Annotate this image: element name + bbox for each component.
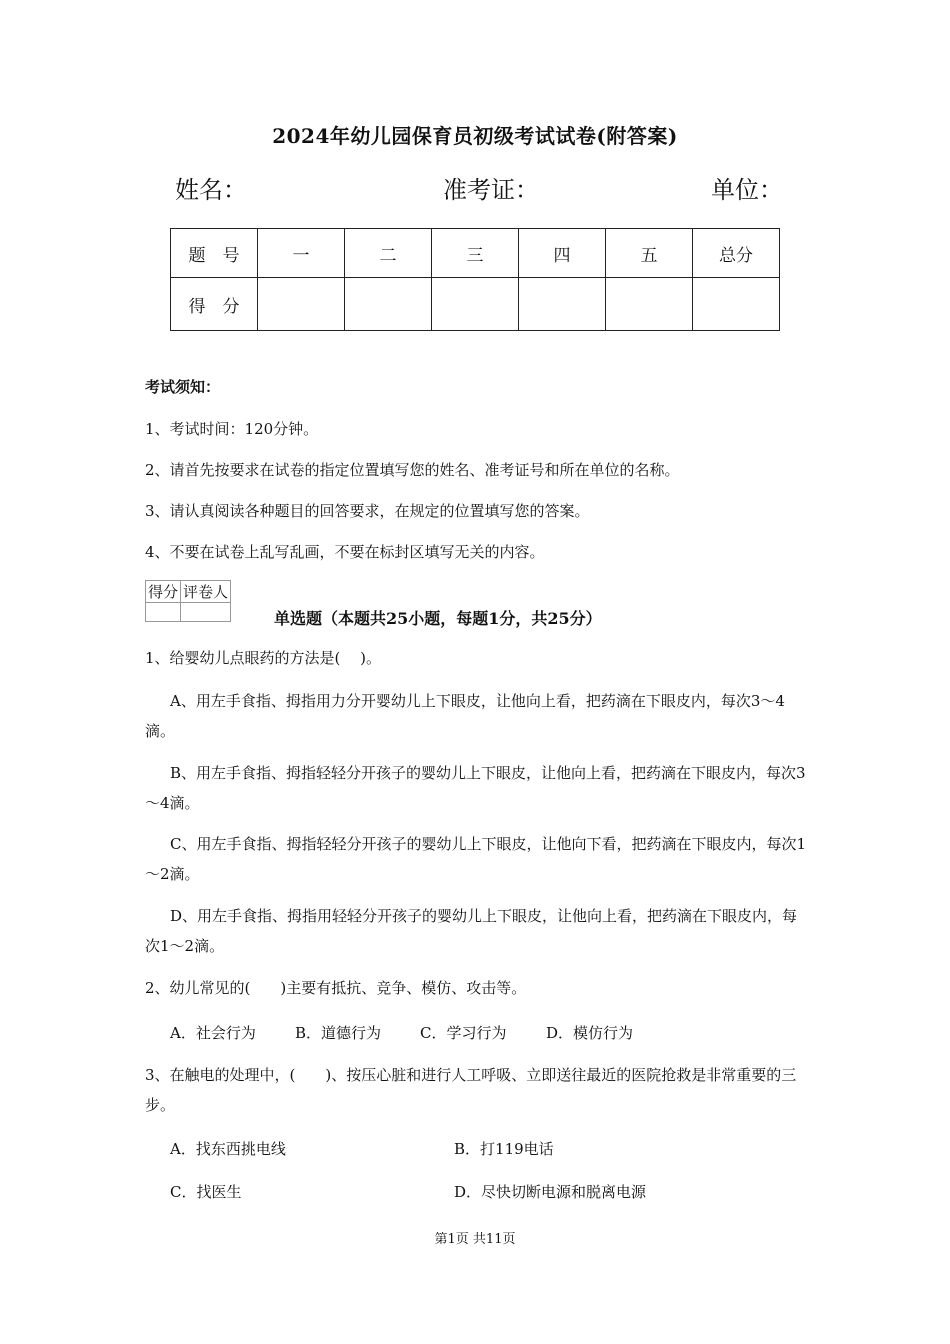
name-label: 姓名：	[175, 176, 247, 204]
question-3-option-c: C．找医生	[170, 1183, 242, 1201]
notice-item: 3、请认真阅读各种题目的回答要求，在规定的位置填写您的答案。	[145, 502, 590, 520]
score-table	[170, 228, 780, 331]
score-header-cell: 四	[519, 229, 606, 278]
score-cell-4[interactable]	[519, 278, 606, 331]
score-header-cell: 五	[606, 229, 693, 278]
score-cell-5[interactable]	[606, 278, 693, 331]
page-footer: 第1页 共11页	[434, 1232, 516, 1247]
exam-id-label: 准考证：	[443, 176, 539, 204]
question-3-option-d: D．尽快切断电源和脱离电源	[454, 1183, 647, 1201]
grader-name-cell[interactable]	[181, 603, 231, 622]
question-3-stem: 3、在触电的处理中，( )、按压心脏和进行人工呼吸、立即送往最近的医院抢救是非常重要的三步。	[145, 1066, 797, 1114]
grader-score-cell[interactable]	[146, 603, 181, 622]
score-cell-3[interactable]	[432, 278, 519, 331]
question-1-stem: 1、给婴幼儿点眼药的方法是( )。	[145, 649, 382, 667]
score-header-cell: 三	[432, 229, 519, 278]
exam-title: 2024年幼儿园保育员初级考试试卷(附答案)	[272, 124, 678, 148]
question-2-option-a: A．社会行为	[170, 1024, 256, 1042]
question-2-option-d: D．模仿行为	[546, 1024, 634, 1042]
notice-item: 1、考试时间：120分钟。	[145, 420, 319, 438]
question-1-option-b: B、用左手食指、拇指轻轻分开孩子的婴幼儿上下眼皮，让他向上看，把药滴在下眼皮内，每次3～4滴。	[145, 764, 806, 812]
score-header-cell: 题 号	[171, 229, 258, 278]
grader-score-label: 得分	[146, 581, 181, 603]
score-cell-2[interactable]	[345, 278, 432, 331]
unit-label: 单位：	[711, 176, 783, 204]
question-1-option-c: C、用左手食指、拇指轻轻分开孩子的婴幼儿上下眼皮，让他向下看，把药滴在下眼皮内，每次1～2滴。	[145, 835, 807, 883]
score-cell-total[interactable]	[693, 278, 780, 331]
score-header-cell: 一	[258, 229, 345, 278]
question-1-option-d: D、用左手食指、拇指用轻轻分开孩子的婴幼儿上下眼皮，让他向上看，把药滴在下眼皮内，每次1～2滴。	[145, 907, 798, 955]
section-title: 单选题（本题共25小题，每题1分，共25分）	[274, 609, 602, 628]
question-3-option-b: B．打119电话	[454, 1140, 554, 1158]
notice-heading: 考试须知：	[145, 378, 221, 396]
score-cell-1[interactable]	[258, 278, 345, 331]
score-header-cell: 总分	[693, 229, 780, 278]
question-3-option-a: A．找东西挑电线	[170, 1140, 286, 1158]
grader-box-fill-row	[146, 603, 231, 622]
score-row-label: 得 分	[171, 278, 258, 331]
question-2-option-c: C．学习行为	[420, 1024, 507, 1042]
grader-box-header	[146, 581, 231, 603]
notice-item: 4、不要在试卷上乱写乱画，不要在标封区填写无关的内容。	[145, 543, 545, 561]
score-table-header-row	[171, 229, 780, 278]
question-2-stem: 2、幼儿常见的( )主要有抵抗、竞争、模仿、攻击等。	[145, 979, 527, 997]
question-1-option-a: A、用左手食指、拇指用力分开婴幼儿上下眼皮，让他向上看，把药滴在下眼皮内，每次3～4滴。	[145, 692, 785, 740]
score-table-score-row	[171, 278, 780, 331]
grader-name-label: 评卷人	[181, 581, 231, 603]
notice-item: 2、请首先按要求在试卷的指定位置填写您的姓名、准考证号和所在单位的名称。	[145, 461, 680, 479]
question-2-option-b: B．道德行为	[295, 1024, 382, 1042]
grader-box	[145, 580, 231, 622]
score-header-cell: 二	[345, 229, 432, 278]
